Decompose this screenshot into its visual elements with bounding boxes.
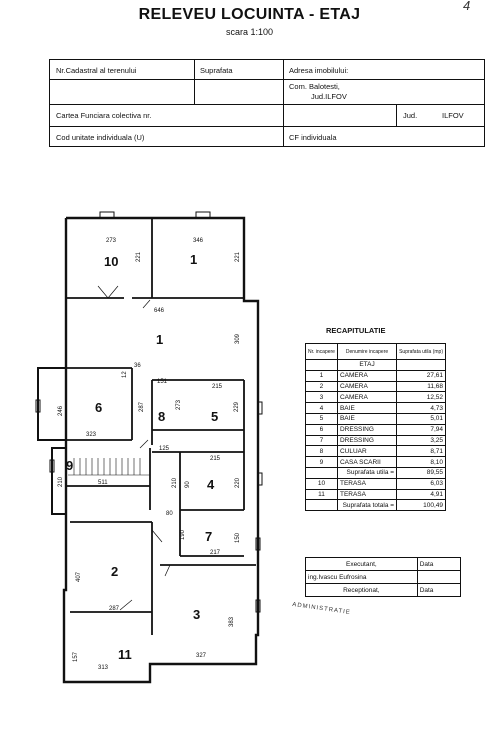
table-row: 6 DRESSING 7,94 <box>306 424 446 435</box>
table-row: 3 CAMERA 12,52 <box>306 392 446 403</box>
dimension-label: 220 <box>235 477 241 488</box>
nr-cadastral-label: Nr.Cadastral al terenului <box>56 66 137 75</box>
room-number: 3 <box>193 607 201 622</box>
floor-plan <box>0 190 300 710</box>
dimension-label: 646 <box>154 308 165 314</box>
dimension-label: 511 <box>98 480 108 486</box>
dimension-label: 346 <box>193 238 204 244</box>
dimension-label: 407 <box>76 571 82 582</box>
room-number: 11 <box>118 647 132 662</box>
dimension-label: 215 <box>212 384 223 390</box>
cod-unitate-label: Cod unitate individuala (U) <box>56 133 145 142</box>
header-table <box>49 59 485 147</box>
com-label: Com. Balotesti, <box>289 82 340 91</box>
dimension-label: 157 <box>73 651 79 662</box>
room-number: 2 <box>111 564 119 579</box>
room-number: 9 <box>66 458 74 473</box>
dimension-label: 125 <box>159 446 170 452</box>
room-number: 5 <box>211 409 219 424</box>
cf-individuala-label: CF individuala <box>289 133 337 142</box>
col-name-header: Denumire incapere <box>337 344 396 360</box>
table-row: 8 CULUAR 8,71 <box>306 446 446 457</box>
table-row: 7 DRESSING 3,25 <box>306 435 446 446</box>
executant-table <box>305 557 461 597</box>
dimension-label: 215 <box>210 456 221 462</box>
dimension-label: 313 <box>98 665 109 671</box>
corner-mark: 4 <box>463 0 471 13</box>
dimension-label: 221 <box>235 251 241 262</box>
room-number: 1 <box>190 252 198 267</box>
jud-label: Jud. <box>403 111 418 120</box>
dimension-label: 90 <box>185 481 191 488</box>
table-row: 5 BAIE 5,01 <box>306 413 446 424</box>
suprafata-label: Suprafata <box>200 66 233 75</box>
dimension-label: 190 <box>180 529 186 540</box>
dimension-label: 287 <box>109 606 120 612</box>
recap-title: RECAPITULATIE <box>326 326 386 335</box>
dimension-label: 221 <box>136 251 142 262</box>
col-nr-header: Nr. incapere <box>306 344 338 360</box>
table-row: 1 CAMERA 27,61 <box>306 370 446 381</box>
dimension-label: 273 <box>176 399 182 410</box>
jud-value: ILFOV <box>442 111 464 120</box>
recap-table <box>305 343 446 511</box>
dimension-label: 323 <box>86 432 97 438</box>
document-title: RELEVEU LOCUINTA - ETAJ <box>138 6 361 23</box>
table-row: 11 TERASA 4,91 <box>306 489 446 500</box>
dimension-label: 210 <box>172 477 178 488</box>
table-row: 2 CAMERA 11,68 <box>306 381 446 392</box>
receptionat-label: Receptionat, <box>306 584 418 597</box>
document-scale: scara 1:100 <box>225 27 274 37</box>
dimension-label: 36 <box>134 363 141 369</box>
executant-label: Executant, <box>306 558 418 571</box>
room-number: 4 <box>207 477 215 492</box>
col-area-header: Suprafata utila (mp) <box>397 344 446 360</box>
room-number: 7 <box>205 529 213 544</box>
suprafata-utila-value: 89,55 <box>397 467 446 478</box>
data-label: Data <box>417 558 460 571</box>
dimension-label: 309 <box>235 333 241 344</box>
stamp-text: ADMINISTRATIE <box>291 601 352 617</box>
dimension-label: 12 <box>122 371 128 378</box>
table-row: 9 CASA SCARII 8,10 <box>306 457 446 468</box>
suprafata-totala-label: Suprafata totala = <box>337 500 396 511</box>
room-number: 1 <box>156 332 164 347</box>
section-label: ETAJ <box>337 360 396 371</box>
dimension-label: 210 <box>58 476 64 487</box>
dimension-label: 383 <box>229 616 235 627</box>
dimension-label: 150 <box>235 532 241 543</box>
dimension-label: 273 <box>106 238 117 244</box>
dimension-label: 217 <box>210 550 221 556</box>
carte-funciara-label: Cartea Funciara colectiva nr. <box>56 111 152 120</box>
jud-address-label: Jud.ILFOV <box>311 92 347 101</box>
engineer-name: ing.Ivascu Eufrosina <box>306 571 418 584</box>
adresa-label: Adresa imobilului: <box>289 66 349 75</box>
dimension-label: 246 <box>58 405 64 416</box>
room-number: 10 <box>104 254 119 269</box>
dimension-label: 151 <box>157 379 168 385</box>
dimension-label: 80 <box>166 511 173 517</box>
dimension-label: 327 <box>196 653 207 659</box>
dimension-label: 229 <box>234 401 240 412</box>
room-number: 8 <box>158 409 166 424</box>
dimension-label: 287 <box>139 401 145 412</box>
suprafata-totala-value: 100,49 <box>397 500 446 511</box>
table-row: 10 TERASA 6,03 <box>306 478 446 489</box>
data-label: Data <box>417 584 460 597</box>
suprafata-utila-label: Suprafata utila = <box>337 467 396 478</box>
table-row: 4 BAIE 4,73 <box>306 403 446 414</box>
room-number: 6 <box>95 400 103 415</box>
